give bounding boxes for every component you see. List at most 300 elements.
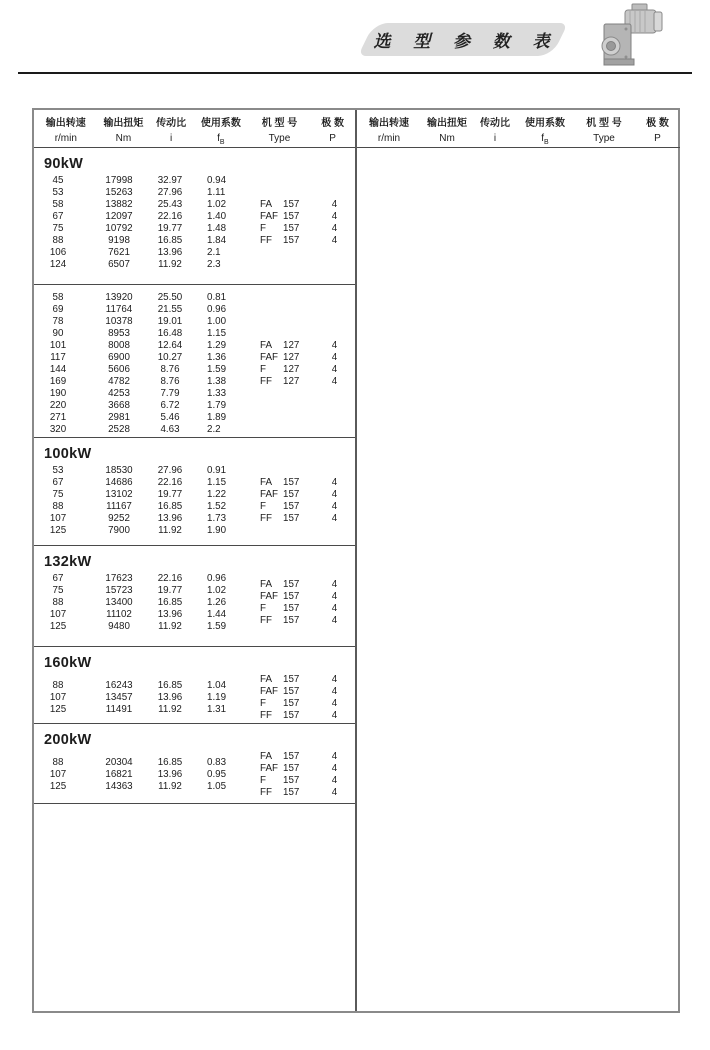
table-row xyxy=(34,769,246,781)
type-row xyxy=(246,340,355,352)
col-header-torque: 输出扭矩 xyxy=(427,118,467,129)
ratio-cell: 16.85 xyxy=(157,235,183,246)
torque-cell: 13882 xyxy=(105,199,133,210)
service-factor-cell: 0.91 xyxy=(207,465,227,476)
service-factor-cell: 2.1 xyxy=(207,247,221,258)
ratio-cell: 27.96 xyxy=(157,187,183,198)
ratio-cell: 25.43 xyxy=(157,199,183,210)
table-row xyxy=(34,175,246,187)
torque-cell: 2981 xyxy=(108,412,130,423)
speed-cell: 88 xyxy=(52,235,64,246)
speed-cell: 78 xyxy=(52,316,64,327)
poles-cell: 4 xyxy=(331,199,338,210)
type-cell: FAF 157 xyxy=(260,211,300,222)
type-row xyxy=(246,787,355,799)
service-factor-cell: 1.33 xyxy=(207,388,227,399)
torque-cell: 7621 xyxy=(108,247,130,258)
service-factor-cell: 1.52 xyxy=(207,501,227,512)
speed-cell: 67 xyxy=(52,211,64,222)
torque-cell: 12097 xyxy=(105,211,133,222)
service-factor-cell: 1.15 xyxy=(207,477,227,488)
speed-cell: 320 xyxy=(49,424,67,435)
col-unit-ratio: i xyxy=(493,133,497,144)
col-unit-speed: r/min xyxy=(54,133,77,144)
ratio-cell: 11.92 xyxy=(158,525,182,536)
data-rows xyxy=(34,757,246,793)
service-factor-cell: 1.84 xyxy=(207,235,227,246)
col-unit-ratio: i xyxy=(170,133,173,144)
speed-cell: 117 xyxy=(50,352,66,363)
ratio-cell: 7.79 xyxy=(160,388,180,399)
service-factor-cell: 0.83 xyxy=(207,757,227,768)
speed-cell: 107 xyxy=(49,769,67,780)
torque-cell: 3668 xyxy=(108,400,130,411)
table-row xyxy=(34,304,246,316)
type-row xyxy=(246,674,355,686)
power-section-title: 132kW xyxy=(44,554,92,570)
col-header-type: 机 型 号 xyxy=(586,118,622,129)
service-factor-cell: 1.48 xyxy=(207,223,227,234)
ratio-cell: 11.92 xyxy=(158,259,182,270)
type-cell: FF 157 xyxy=(260,710,300,721)
service-factor-cell: 0.81 xyxy=(207,292,227,303)
speed-cell: 169 xyxy=(49,376,67,387)
speed-cell: 90 xyxy=(52,328,64,339)
col-header-ratio: 传动比 xyxy=(480,118,510,129)
speed-cell: 220 xyxy=(49,400,67,411)
table-row xyxy=(34,247,246,259)
poles-cell: 4 xyxy=(331,603,338,614)
speed-cell: 58 xyxy=(52,292,64,303)
table-row xyxy=(34,621,246,633)
table-body-right xyxy=(357,148,680,1011)
speed-cell: 106 xyxy=(49,247,67,258)
ratio-cell: 13.96 xyxy=(157,692,183,703)
speed-cell: 144 xyxy=(49,364,67,375)
table-row xyxy=(34,340,246,352)
type-rows xyxy=(246,579,355,627)
torque-cell: 13457 xyxy=(105,692,133,703)
type-cell: FA 157 xyxy=(260,477,300,488)
ratio-cell: 22.16 xyxy=(157,477,183,488)
torque-cell: 17998 xyxy=(105,175,133,186)
ratio-cell: 16.85 xyxy=(157,757,183,768)
table-row xyxy=(34,781,246,793)
poles-cell: 4 xyxy=(331,223,338,234)
power-section-title: 200kW xyxy=(44,732,92,748)
column-header-left xyxy=(34,110,355,148)
torque-cell: 9252 xyxy=(108,513,130,524)
ratio-cell: 13.96 xyxy=(157,609,183,620)
torque-cell: 15723 xyxy=(105,585,133,596)
table-row xyxy=(34,501,246,513)
type-row xyxy=(246,751,355,763)
speed-cell: 69 xyxy=(52,304,64,315)
service-factor-cell: 1.90 xyxy=(207,525,227,536)
service-factor-cell: 1.29 xyxy=(207,340,227,351)
type-row xyxy=(246,615,355,627)
service-factor-cell: 1.38 xyxy=(207,376,227,387)
power-section-title: 100kW xyxy=(44,446,92,462)
type-cell: FAF 157 xyxy=(260,686,300,697)
poles-cell: 4 xyxy=(331,674,338,685)
service-factor-cell: 1.22 xyxy=(207,489,227,500)
column-header-right xyxy=(357,110,680,148)
type-rows xyxy=(246,199,355,247)
torque-cell: 4782 xyxy=(108,376,130,387)
type-cell: F 157 xyxy=(260,698,300,709)
type-row xyxy=(246,775,355,787)
table-row xyxy=(34,400,246,412)
service-factor-cell: 2.2 xyxy=(207,424,221,435)
type-cell: FF 157 xyxy=(260,235,300,246)
torque-cell: 13102 xyxy=(105,489,133,500)
poles-cell: 4 xyxy=(331,235,338,246)
service-factor-cell: 1.89 xyxy=(207,412,227,423)
torque-cell: 9198 xyxy=(108,235,130,246)
service-factor-cell: 1.59 xyxy=(207,621,227,632)
table-row xyxy=(34,465,246,477)
table-row xyxy=(34,364,246,376)
service-factor-cell: 0.95 xyxy=(207,769,227,780)
ratio-cell: 5.46 xyxy=(160,412,180,423)
data-rows xyxy=(34,175,246,271)
type-row xyxy=(246,686,355,698)
speed-cell: 107 xyxy=(49,513,67,524)
power-block xyxy=(34,724,355,804)
torque-cell: 6507 xyxy=(108,259,130,270)
table-row xyxy=(34,525,246,537)
table-row xyxy=(34,211,246,223)
col-unit-torque: Nm xyxy=(439,133,455,144)
type-cell: FAF 157 xyxy=(260,489,300,500)
table-row xyxy=(34,235,246,247)
table-row xyxy=(34,513,246,525)
ratio-cell: 27.96 xyxy=(157,465,183,476)
torque-cell: 6900 xyxy=(108,352,130,363)
col-unit-type: Type xyxy=(268,133,291,144)
speed-cell: 125 xyxy=(49,704,67,715)
table-row xyxy=(34,573,246,585)
torque-cell: 13920 xyxy=(105,292,133,303)
type-cell: FF 157 xyxy=(260,513,300,524)
type-cell: F 127 xyxy=(260,364,300,375)
torque-cell: 7900 xyxy=(108,525,130,536)
poles-cell: 4 xyxy=(331,751,338,762)
speed-cell: 190 xyxy=(49,388,67,399)
type-row xyxy=(246,489,355,501)
table-row xyxy=(34,704,246,716)
speed-cell: 124 xyxy=(49,259,67,270)
table-row xyxy=(34,223,246,235)
poles-cell: 4 xyxy=(331,352,338,363)
ratio-cell: 8.76 xyxy=(160,376,180,387)
speed-cell: 75 xyxy=(52,585,64,596)
table-row xyxy=(34,692,246,704)
torque-cell: 11491 xyxy=(105,704,133,715)
type-cell: FF 157 xyxy=(260,615,300,626)
service-factor-cell: 1.04 xyxy=(207,680,227,691)
speed-cell: 75 xyxy=(52,489,64,500)
torque-cell: 10378 xyxy=(105,316,133,327)
ratio-cell: 10.27 xyxy=(157,352,183,363)
speed-cell: 88 xyxy=(52,597,64,608)
table-row xyxy=(34,597,246,609)
ratio-cell: 13.96 xyxy=(157,247,183,258)
speed-cell: 67 xyxy=(52,573,64,584)
col-unit-speed: r/min xyxy=(377,133,401,144)
page-title: 选 型 参 数 表 xyxy=(373,32,559,51)
col-header-factor: 使用系数 xyxy=(200,118,241,129)
service-factor-cell: 1.44 xyxy=(207,609,227,620)
service-factor-cell: 1.31 xyxy=(207,704,227,715)
table-pane-left xyxy=(34,110,357,1011)
torque-cell: 17623 xyxy=(105,573,133,584)
poles-cell: 4 xyxy=(331,579,338,590)
torque-cell: 14686 xyxy=(105,477,133,488)
service-factor-cell: 1.02 xyxy=(207,585,227,596)
table-row xyxy=(34,199,246,211)
type-row xyxy=(246,352,355,364)
data-rows xyxy=(34,680,246,716)
table-row xyxy=(34,412,246,424)
power-section-title: 90kW xyxy=(44,156,84,172)
data-rows xyxy=(34,573,246,633)
speed-cell: 107 xyxy=(49,609,67,620)
table-row xyxy=(34,680,246,692)
speed-cell: 88 xyxy=(52,757,64,768)
type-cell: FF 127 xyxy=(260,376,300,387)
type-cell: FA 127 xyxy=(260,340,300,351)
speed-cell: 125 xyxy=(49,621,67,632)
type-row xyxy=(246,603,355,615)
service-factor-cell: 1.26 xyxy=(207,597,227,608)
col-header-factor: 使用系数 xyxy=(525,118,565,129)
ratio-cell: 16.85 xyxy=(157,680,183,691)
type-cell: F 157 xyxy=(260,501,300,512)
table-row xyxy=(34,187,246,199)
torque-cell: 5606 xyxy=(108,364,130,375)
table-row xyxy=(34,388,246,400)
ratio-cell: 32.97 xyxy=(157,175,183,186)
col-unit-factor: $f_B$ xyxy=(541,133,549,146)
service-factor-cell: 1.05 xyxy=(207,781,227,792)
type-row xyxy=(246,199,355,211)
speed-cell: 125 xyxy=(49,525,67,536)
ratio-cell: 13.96 xyxy=(157,769,183,780)
service-factor-cell: 1.59 xyxy=(207,364,227,375)
torque-cell: 18530 xyxy=(105,465,133,476)
service-factor-cell: 1.19 xyxy=(207,692,227,703)
service-factor-cell: 1.36 xyxy=(207,352,227,363)
poles-cell: 4 xyxy=(331,787,338,798)
table-row xyxy=(34,477,246,489)
ratio-cell: 12.64 xyxy=(157,340,183,351)
table-row xyxy=(34,757,246,769)
speed-cell: 271 xyxy=(49,412,67,423)
torque-cell: 15263 xyxy=(105,187,133,198)
ratio-cell: 22.16 xyxy=(157,573,183,584)
table-row xyxy=(34,489,246,501)
speed-cell: 101 xyxy=(49,340,67,351)
type-row xyxy=(246,579,355,591)
torque-cell: 16821 xyxy=(105,769,133,780)
torque-cell: 4253 xyxy=(108,388,130,399)
poles-cell: 4 xyxy=(331,364,338,375)
poles-cell: 4 xyxy=(331,698,338,709)
type-rows xyxy=(246,477,355,525)
col-unit-poles: P xyxy=(654,133,661,144)
service-factor-cell: 2.3 xyxy=(207,259,221,270)
ratio-cell: 25.50 xyxy=(157,292,183,303)
ratio-cell: 22.16 xyxy=(157,211,183,222)
col-header-speed: 输出转速 xyxy=(45,118,86,129)
col-unit-factor: $f_B$ xyxy=(217,133,225,146)
speed-cell: 67 xyxy=(52,477,64,488)
type-row xyxy=(246,477,355,489)
service-factor-cell: 0.96 xyxy=(207,304,227,315)
type-cell: FAF 127 xyxy=(260,352,300,363)
col-header-ratio: 传动比 xyxy=(156,118,187,129)
type-rows xyxy=(246,674,355,722)
torque-cell: 11167 xyxy=(106,501,132,512)
ratio-cell: 16.48 xyxy=(157,328,183,339)
ratio-cell: 16.85 xyxy=(157,597,183,608)
service-factor-cell: 1.79 xyxy=(207,400,227,411)
type-cell: FF 157 xyxy=(260,787,300,798)
ratio-cell: 19.77 xyxy=(157,489,183,500)
type-row xyxy=(246,710,355,722)
ratio-cell: 6.72 xyxy=(160,400,180,411)
col-unit-torque: Nm xyxy=(115,133,132,144)
type-cell: FA 157 xyxy=(260,751,300,762)
speed-cell: 45 xyxy=(52,175,64,186)
speed-cell: 53 xyxy=(52,187,64,198)
selection-table xyxy=(32,108,680,1013)
poles-cell: 4 xyxy=(331,477,338,488)
data-rows xyxy=(34,465,246,537)
torque-cell: 13400 xyxy=(105,597,133,608)
ratio-cell: 11.92 xyxy=(158,704,182,715)
power-block xyxy=(34,285,355,438)
table-row xyxy=(34,352,246,364)
power-block xyxy=(34,546,355,647)
type-rows xyxy=(246,340,355,388)
service-factor-cell: 1.15 xyxy=(207,328,227,339)
torque-cell: 11764 xyxy=(105,304,133,315)
power-block xyxy=(34,438,355,546)
type-cell: FA 157 xyxy=(260,674,300,685)
col-header-poles: 极 数 xyxy=(646,118,669,129)
type-row xyxy=(246,591,355,603)
type-row xyxy=(246,223,355,235)
ratio-cell: 21.55 xyxy=(157,304,183,315)
speed-cell: 58 xyxy=(52,199,64,210)
poles-cell: 4 xyxy=(331,763,338,774)
power-block xyxy=(34,148,355,285)
speed-cell: 53 xyxy=(52,465,64,476)
service-factor-cell: 1.73 xyxy=(207,513,227,524)
table-row xyxy=(34,585,246,597)
poles-cell: 4 xyxy=(331,376,338,387)
poles-cell: 4 xyxy=(331,340,338,351)
type-row xyxy=(246,513,355,525)
ratio-cell: 13.96 xyxy=(157,513,183,524)
poles-cell: 4 xyxy=(331,591,338,602)
service-factor-cell: 0.94 xyxy=(207,175,227,186)
torque-cell: 9480 xyxy=(108,621,130,632)
type-cell: FAF 157 xyxy=(260,591,300,602)
ratio-cell: 19.77 xyxy=(157,585,183,596)
service-factor-cell: 1.40 xyxy=(207,211,227,222)
torque-cell: 14363 xyxy=(105,781,133,792)
type-cell: F 157 xyxy=(260,775,300,786)
torque-cell: 8953 xyxy=(108,328,130,339)
torque-cell: 8008 xyxy=(108,340,130,351)
service-factor-cell: 1.02 xyxy=(207,199,227,210)
service-factor-cell: 1.11 xyxy=(207,187,226,198)
power-section-title: 160kW xyxy=(44,655,92,671)
data-rows xyxy=(34,292,246,436)
type-cell: FA 157 xyxy=(260,199,300,210)
speed-cell: 88 xyxy=(52,680,64,691)
poles-cell: 4 xyxy=(331,686,338,697)
col-unit-poles: P xyxy=(329,133,336,144)
ratio-cell: 16.85 xyxy=(157,501,183,512)
ratio-cell: 8.76 xyxy=(160,364,180,375)
ratio-cell: 11.92 xyxy=(158,621,182,632)
speed-cell: 75 xyxy=(52,223,64,234)
empty-area xyxy=(34,804,355,1011)
type-rows xyxy=(246,751,355,799)
poles-cell: 4 xyxy=(331,513,338,524)
torque-cell: 11102 xyxy=(106,609,132,620)
speed-cell: 107 xyxy=(49,692,67,703)
header-rule xyxy=(18,72,692,74)
type-row xyxy=(246,235,355,247)
table-row xyxy=(34,292,246,304)
poles-cell: 4 xyxy=(331,615,338,626)
table-body-left xyxy=(34,148,355,1011)
ratio-cell: 19.77 xyxy=(157,223,183,234)
speed-cell: 88 xyxy=(52,501,64,512)
table-row xyxy=(34,424,246,436)
table-row xyxy=(34,316,246,328)
col-header-speed: 输出转速 xyxy=(369,118,409,129)
torque-cell: 10792 xyxy=(105,223,133,234)
poles-cell: 4 xyxy=(331,489,338,500)
table-row xyxy=(34,609,246,621)
service-factor-cell: 0.96 xyxy=(207,573,227,584)
page-title-band xyxy=(366,23,560,56)
poles-cell: 4 xyxy=(331,211,338,222)
poles-cell: 4 xyxy=(331,710,338,721)
ratio-cell: 4.63 xyxy=(160,424,180,435)
col-header-torque: 输出扭矩 xyxy=(103,118,144,129)
ratio-cell: 19.01 xyxy=(157,316,183,327)
type-cell: F 157 xyxy=(260,603,300,614)
type-cell: F 157 xyxy=(260,223,300,234)
table-pane-right xyxy=(357,110,680,1011)
type-row xyxy=(246,501,355,513)
type-row xyxy=(246,698,355,710)
type-row xyxy=(246,763,355,775)
table-row xyxy=(34,376,246,388)
poles-cell: 4 xyxy=(331,501,338,512)
gearmotor-icon xyxy=(592,2,666,68)
service-factor-cell: 1.00 xyxy=(207,316,227,327)
poles-cell: 4 xyxy=(331,775,338,786)
